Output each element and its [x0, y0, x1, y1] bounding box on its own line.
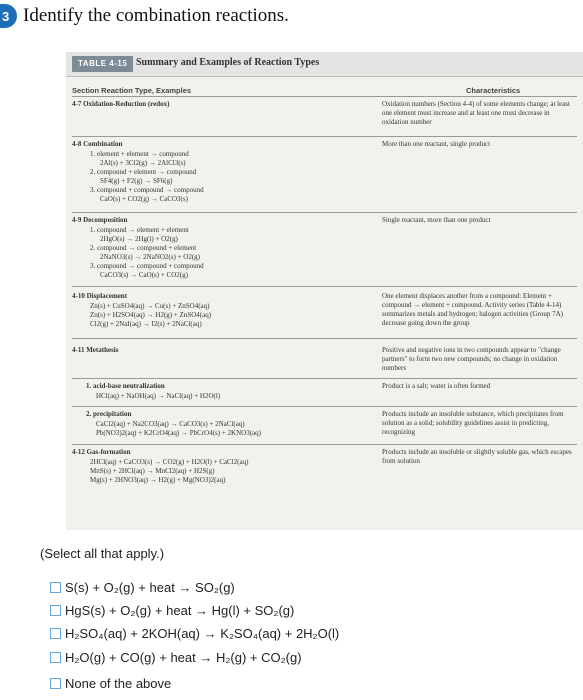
- precipitation-example: Pb(NO3)2(aq) + K2CrO4(aq) → PbCrO4(s) + 2KNO3(aq): [96, 429, 261, 437]
- table-tag: TABLE 4-15: [72, 56, 133, 72]
- option-label: H₂SO₄(aq) + 2KOH(aq) → K₂SO₄(aq) + 2H₂O(l): [65, 625, 340, 641]
- col-header-section: Section Reaction Type, Examples: [72, 86, 192, 95]
- reaction-types-table: [66, 52, 583, 530]
- decomposition-example: CaCO3(s) → CaO(s) + CO2(g): [100, 271, 188, 279]
- displacement-example: Zn(s) + CuSO4(aq) → Cu(s) + ZnSO4(aq): [90, 302, 210, 310]
- row-displacement-section: 4-10 Displacement: [72, 292, 128, 300]
- row-decomposition-section: 4-9 Decomposition: [72, 216, 128, 224]
- option-1[interactable]: [50, 577, 235, 597]
- select-instruction: (Select all that apply.): [40, 546, 165, 561]
- row-metathesis-section: 4-11 Metathesis: [72, 346, 119, 354]
- displacement-example: Cl2(g) + 2NaI(aq) → I2(s) + 2NaCl(aq): [90, 320, 202, 328]
- decomposition-example: 3. compound → compound + compound: [90, 262, 204, 270]
- row-redox-char: Oxidation numbers (Section 4-4) of some elements change; at least one element must increase and at least one must decrease in oxidation number: [382, 100, 570, 126]
- precipitation-example: CaCl2(aq) + Na2CO3(aq) → CaCO3(s) + 2NaCl(aq): [96, 420, 245, 428]
- question-header: [0, 2, 289, 30]
- combination-example: SF4(g) + F2(g) → SF6(g): [100, 177, 173, 185]
- row-gas-section: 4-12 Gas-formation: [72, 448, 131, 456]
- option-3[interactable]: [50, 623, 339, 643]
- combination-example: 2Al(s) + 3Cl2(g) → 2AlCl3(s): [100, 159, 186, 167]
- checkbox[interactable]: [50, 678, 61, 689]
- row-combination-section: 4-8 Combination: [72, 140, 123, 148]
- decomposition-example: 1. compound → element + element: [90, 226, 189, 234]
- row-metathesis-char: Positive and negative ions in two compounds appear to "change partners" to form two new compounds; no change in oxidation numbers: [382, 346, 561, 372]
- displacement-example: Zn(s) + H2SO4(aq) → H2(g) + ZnSO4(aq): [90, 311, 212, 319]
- row-gas-char: Products include an insoluble or slightly soluble gas, which escapes from solution: [382, 448, 572, 465]
- gas-example: 2HCl(aq) + CaCO3(s) → CO2(g) + H2O(l) + CaCl2(aq): [90, 458, 249, 466]
- neutralization-example: HCl(aq) + NaOH(aq) → NaCl(aq) + H2O(l): [96, 392, 221, 400]
- gas-example: MnS(s) + 2HCl(aq) → MnCl2(aq) + H2S(g): [90, 467, 215, 475]
- checkbox[interactable]: [50, 605, 61, 616]
- table-header: [66, 52, 583, 77]
- row-decomposition-char: Single reactant, more than one product: [382, 216, 491, 224]
- decomposition-example: 2NaNO3(s) → 2NaNO2(s) + O2(g): [100, 253, 200, 261]
- gas-example: Mg(s) + 2HNO3(aq) → H2(g) + Mg(NO3)2(aq): [90, 476, 226, 484]
- decomposition-example: 2HgO(s) → 2Hg(l) + O2(g): [100, 235, 178, 243]
- question-number-badge: 3: [0, 4, 17, 28]
- combination-example: 2. compound + element → compound: [90, 168, 197, 176]
- table-title: Summary and Examples of Reaction Types: [136, 57, 320, 68]
- option-label: None of the above: [65, 675, 172, 691]
- question-title: Identify the combination reactions.: [23, 5, 289, 26]
- checkbox[interactable]: [50, 652, 61, 663]
- option-4[interactable]: [50, 647, 302, 667]
- option-label: H₂O(g) + CO(g) + heat → H₂(g) + CO₂(g): [65, 649, 302, 665]
- checkbox[interactable]: [50, 628, 61, 639]
- checkbox[interactable]: [50, 582, 61, 593]
- row-neutralization-section: 1. acid-base neutralization: [86, 382, 165, 390]
- option-label: S(s) + O₂(g) + heat → SO₂(g): [65, 579, 235, 595]
- row-displacement-char: One element displaces another from a compound: Element + compound → element + compound. Activity series (Table 4-14) summarizes metals and hydrogen; halogen activities (Group 7A) decrease going down the group: [382, 292, 563, 327]
- row-redox-section: 4-7 Oxidation-Reduction (redox): [72, 100, 170, 108]
- row-neutralization-char: Product is a salt; water is often formed: [382, 382, 491, 390]
- combination-example: 3. compound + compound → compound: [90, 186, 204, 194]
- row-precipitation-char: Products include an insoluble substance, which precipitates from solution as a solid; solubility guidelines assist in predicting, recognizing: [382, 410, 564, 436]
- option-label: HgS(s) + O₂(g) + heat → Hg(l) + SO₂(g): [65, 602, 295, 618]
- combination-example: 1. element + element → compound: [90, 150, 189, 158]
- option-2[interactable]: [50, 600, 294, 620]
- col-header-characteristics: Characteristics: [466, 86, 521, 95]
- row-combination-char: More than one reactant, single product: [382, 140, 491, 148]
- row-precipitation-section: 2. precipitation: [86, 410, 132, 418]
- combination-example: CaO(s) + CO2(g) → CaCO3(s): [100, 195, 188, 203]
- decomposition-example: 2. compound → compound + element: [90, 244, 197, 252]
